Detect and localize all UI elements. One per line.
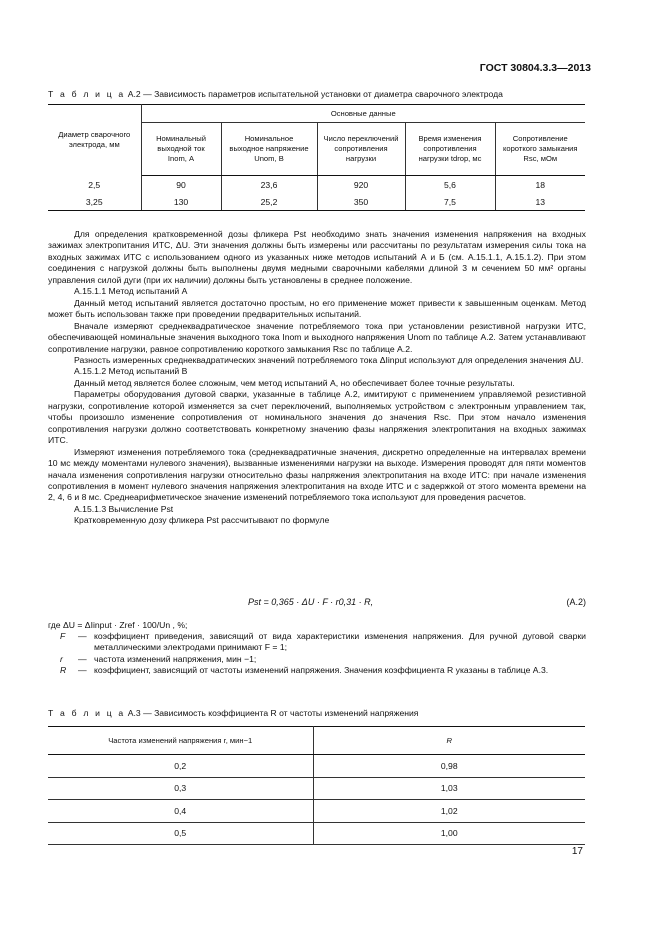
header-switches-label: Число переключений сопротивления нагрузки <box>323 134 399 163</box>
header-voltage-label: Номинальное выходное напряжение Unom, В <box>229 134 309 163</box>
table-a2 <box>48 104 585 211</box>
paragraph: Параметры оборудования дуговой сварки, указанные в таблице А.2, имитируют с применением управляемой резистивной нагрузки, сопротивление которой изменяется за счет переключений, выполняемых устройством с электронным управлением так, чтобы произошло изменение сопротивления от номинального значения до значения Rsc. При этом начало изменения сопротивления нагрузки должно соответствовать конкретному значению фазы напряжения электропитания на входных зажимах ИТС. <box>48 389 586 446</box>
table-a2-header-time <box>405 123 495 176</box>
table-row <box>48 755 585 778</box>
table-row <box>48 822 585 845</box>
body-text <box>48 229 586 527</box>
definition-text: коэффициент приведения, зависящий от вида характеристики изменения напряжения. Для ручной дуговой сварки металлическими электродами принимают F = 1; <box>94 631 586 653</box>
table-cell: 920 <box>317 176 405 193</box>
table-row <box>48 777 585 800</box>
definition-text: коэффициент, зависящий от частоты изменений напряжения. Значения коэффициента R указаны в таблице А.3. <box>94 664 549 675</box>
table-row <box>48 193 585 211</box>
table-row <box>48 176 585 193</box>
table-a2-header-switches <box>317 123 405 176</box>
table-a2-caption-prefix: Т а б л и ц а <box>48 89 126 99</box>
table-row <box>48 800 585 823</box>
definition-row <box>48 654 586 665</box>
table-cell: 1,00 <box>313 822 585 845</box>
table-a2-header-voltage <box>221 123 317 176</box>
table-a2-caption <box>48 89 503 99</box>
table-a2-header-resistance <box>495 123 585 176</box>
table-cell: 130 <box>141 193 221 211</box>
definition-symbol: F <box>60 631 66 642</box>
table-a3-caption-text: А.3 — Зависимость коэффициента R от частоты изменений напряжения <box>127 708 419 718</box>
table-cell: 350 <box>317 193 405 211</box>
table-a3-header-R <box>313 727 585 755</box>
definition-dash: — <box>78 664 87 675</box>
table-cell: 7,5 <box>405 193 495 211</box>
table-cell: 5,6 <box>405 176 495 193</box>
header-current-label: Номинальный выходной ток Inom, А <box>156 134 206 163</box>
table-cell: 0,4 <box>48 800 313 823</box>
definition-dash: — <box>78 631 87 642</box>
table-a2-caption-text: А.2 — Зависимость параметров испытательной установки от диаметра сварочного электрода <box>127 89 503 99</box>
header-time-label: Время изменения сопротивления нагрузки tdrop, мс <box>418 134 482 163</box>
table-cell: 0,5 <box>48 822 313 845</box>
definition-row <box>48 631 586 653</box>
definition-symbol: r <box>60 653 63 664</box>
table-a2-header-group <box>141 105 585 123</box>
table-cell: 13 <box>495 193 585 211</box>
table-cell: 0,3 <box>48 777 313 800</box>
paragraph: Данный метод испытаний является достаточно простым, но его применение может привести к завышенным оценкам. Метод может быть использован также при проведении предварительных испытаний. <box>48 297 586 320</box>
table-a3-header-frequency <box>48 727 313 755</box>
table-a3 <box>48 726 585 845</box>
table-a2-header-diameter <box>48 105 141 176</box>
paragraph: Измеряют изменения потребляемого тока (среднеквадратичные значения, дискретно определенные на интервалах времени 10 мс между моментами нулевого значения), вызванные изменениями нагрузки на выходе. Измерения проводят для пяти моментов начала изменения сопротивления нагрузки относительно фазы напряжения электропитания на входе ИТС: при начале изменения сопротивления в момент нулевого значения напряжения электропитания на входе ИТС и с задержкой от этого момента времени на 2, 4, 6 и 8 мс. Среднеарифметическое значение изменений потребляемого тока используют для проведения расчетов. <box>48 446 586 503</box>
table-cell: 3,25 <box>48 193 141 211</box>
definition-dash: — <box>78 653 87 664</box>
formula-definitions <box>48 620 586 676</box>
table-cell: 1,03 <box>313 777 585 800</box>
section-heading: А.15.1.3 Вычисление Pst <box>74 503 174 514</box>
section-heading: А.15.1.2 Метод испытаний В <box>74 366 188 377</box>
header-group-label: Основные данные <box>330 108 396 118</box>
formula-number: (А.2) <box>566 597 586 607</box>
page-number: 17 <box>571 846 583 857</box>
definition-text: частота изменений напряжения, мин −1; <box>94 653 257 664</box>
table-cell: 23,6 <box>221 176 317 193</box>
paragraph: Вначале измеряют среднеквадратическое значение потребляемого тока при установлении резистивной нагрузки ИТС, обеспечивающей номинальные значения выходного тока Inom и выходного напряжения Unom по таблице А.2. Затем устанавливают сопротивление нагрузки, равное сопротивлению короткого замыкания Rsc по таблице А.2. <box>48 320 586 354</box>
paragraph: Кратковременную дозу фликера Pst рассчитывают по формуле <box>74 515 330 526</box>
table-cell: 0,2 <box>48 755 313 778</box>
table-cell: 0,98 <box>313 755 585 778</box>
table-cell: 25,2 <box>221 193 317 211</box>
table-a3-caption <box>48 708 418 718</box>
header-R-label: R <box>446 736 452 745</box>
paragraph: Данный метод является более сложным, чем метод испытаний А, но обеспечивает более точные результаты. <box>74 377 515 388</box>
header-frequency-label: Частота изменений напряжения r, мин−1 <box>108 736 253 745</box>
formula-expression: Pst = 0,365 · ΔU · F · r0,31 · R, <box>248 597 374 607</box>
table-cell: 1,02 <box>313 800 585 823</box>
paragraph: Для определения кратковременной дозы фликера Pst необходимо знать значения изменения напряжения на входных зажимах электропитания ИТС, ΔU. Эти значения должны быть измерены или рассчитаны по результатам измерения силы тока на входных зажимах ИТС с использованием одного из указанных ниже методов испытаний А и Б (см. А.15.1.1, А.15.1.2). При этом соединения с нагрузкой должны быть выполнены двумя медными сварочными кабелями длиной 3 м сечением 50 мм² органы управления силой дуги (при их наличии) должны быть установлены в среднее положение. <box>48 229 586 285</box>
table-cell: 18 <box>495 176 585 193</box>
definition-row <box>48 665 586 676</box>
standard-header: ГОСТ 30804.3.3—2013 <box>479 62 591 74</box>
table-cell: 2,5 <box>48 176 141 193</box>
paragraph: Разность измеренных среднеквадратических значений потребляемого тока ΔIinput используют для определения значения ΔU. <box>74 354 584 365</box>
formula-a2 <box>48 597 586 611</box>
formula-where-line: где ΔU = ΔIinput · Zref · 100/Un , %; <box>48 620 188 630</box>
table-cell: 90 <box>141 176 221 193</box>
table-a3-caption-prefix: Т а б л и ц а <box>48 708 126 718</box>
table-a2-header-current <box>141 123 221 176</box>
header-resistance-label: Сопротивление короткого замыкания Rsc, мОм <box>502 134 578 163</box>
definition-symbol: R <box>60 664 67 675</box>
section-heading: А.15.1.1 Метод испытаний А <box>74 286 188 297</box>
header-diameter-label: Диаметр сварочного электрода, мм <box>58 130 131 150</box>
